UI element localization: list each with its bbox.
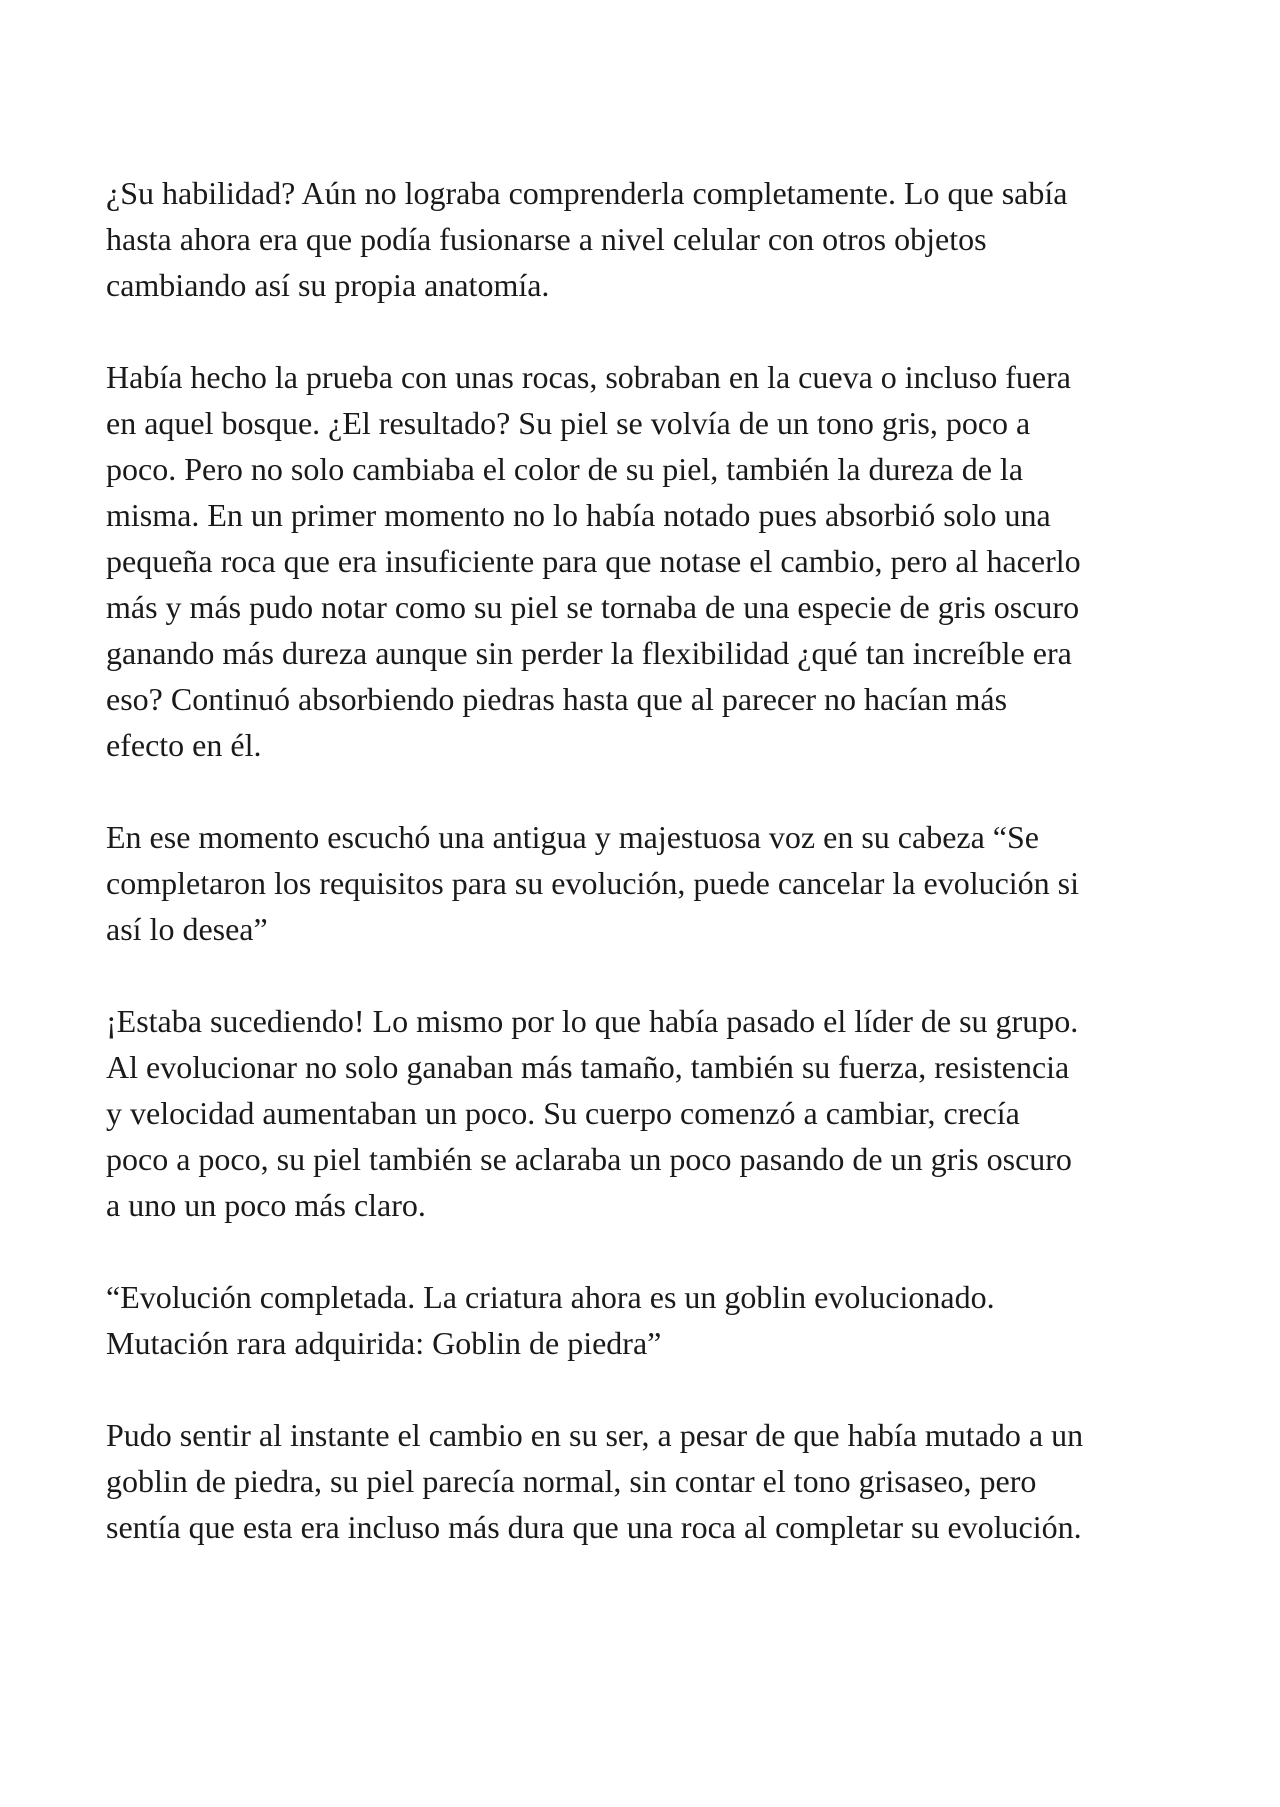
text-line: en aquel bosque. ¿El resultado? Su piel se volvía de un tono gris, poco a xyxy=(106,405,1031,441)
text-line: poco. Pero no solo cambiaba el color de su piel, también la dureza de la xyxy=(106,451,1024,487)
text-line: poco a poco, su piel también se aclaraba un poco pasando de un gris oscuro xyxy=(106,1141,1072,1177)
paragraph-4 xyxy=(106,998,1181,1228)
text-line: ganando más dureza aunque sin perder la flexibilidad ¿qué tan increíble era xyxy=(106,635,1072,671)
text-line: completaron los requisitos para su evolución, puede cancelar la evolución si xyxy=(106,865,1080,901)
text-line: ¿Su habilidad? Aún no lograba comprenderla completamente. Lo que sabía xyxy=(106,175,1068,211)
text-line: misma. En un primer momento no lo había notado pues absorbió solo una xyxy=(106,497,1051,533)
text-line: más y más pudo notar como su piel se tornaba de una especie de gris oscuro xyxy=(106,589,1080,625)
document-text xyxy=(106,170,1181,1596)
text-line: “Evolución completada. La criatura ahora es un goblin evolucionado. xyxy=(106,1279,995,1315)
text-line: Pudo sentir al instante el cambio en su ser, a pesar de que había mutado a un xyxy=(106,1417,1084,1453)
text-line: ¡Estaba sucediendo! Lo mismo por lo que había pasado el líder de su grupo. xyxy=(106,1003,1079,1039)
text-line: cambiando así su propia anatomía. xyxy=(106,267,550,303)
text-line: sentía que esta era incluso más dura que una roca al completar su evolución. xyxy=(106,1509,1082,1545)
text-line: efecto en él. xyxy=(106,727,262,763)
text-line: En ese momento escuchó una antigua y majestuosa voz en su cabeza “Se xyxy=(106,819,1039,855)
text-line: goblin de piedra, su piel parecía normal, sin contar el tono grisaseo, pero xyxy=(106,1463,1037,1499)
text-line: a uno un poco más claro. xyxy=(106,1187,426,1223)
paragraph-6 xyxy=(106,1412,1181,1550)
text-line: pequeña roca que era insuficiente para que notase el cambio, pero al hacerlo xyxy=(106,543,1081,579)
paragraph-5 xyxy=(106,1274,1181,1366)
text-line: Mutación rara adquirida: Goblin de piedra” xyxy=(106,1325,662,1361)
paragraph-1 xyxy=(106,170,1181,308)
text-line: Había hecho la prueba con unas rocas, sobraban en la cueva o incluso fuera xyxy=(106,359,1071,395)
text-line: así lo desea” xyxy=(106,911,268,947)
text-line: hasta ahora era que podía fusionarse a nivel celular con otros objetos xyxy=(106,221,987,257)
text-line: y velocidad aumentaban un poco. Su cuerpo comenzó a cambiar, crecía xyxy=(106,1095,1020,1131)
text-line: Al evolucionar no solo ganaban más tamaño, también su fuerza, resistencia xyxy=(106,1049,1070,1085)
paragraph-3 xyxy=(106,814,1181,952)
paragraph-2 xyxy=(106,354,1181,768)
text-line: eso? Continuó absorbiendo piedras hasta que al parecer no hacían más xyxy=(106,681,1008,717)
